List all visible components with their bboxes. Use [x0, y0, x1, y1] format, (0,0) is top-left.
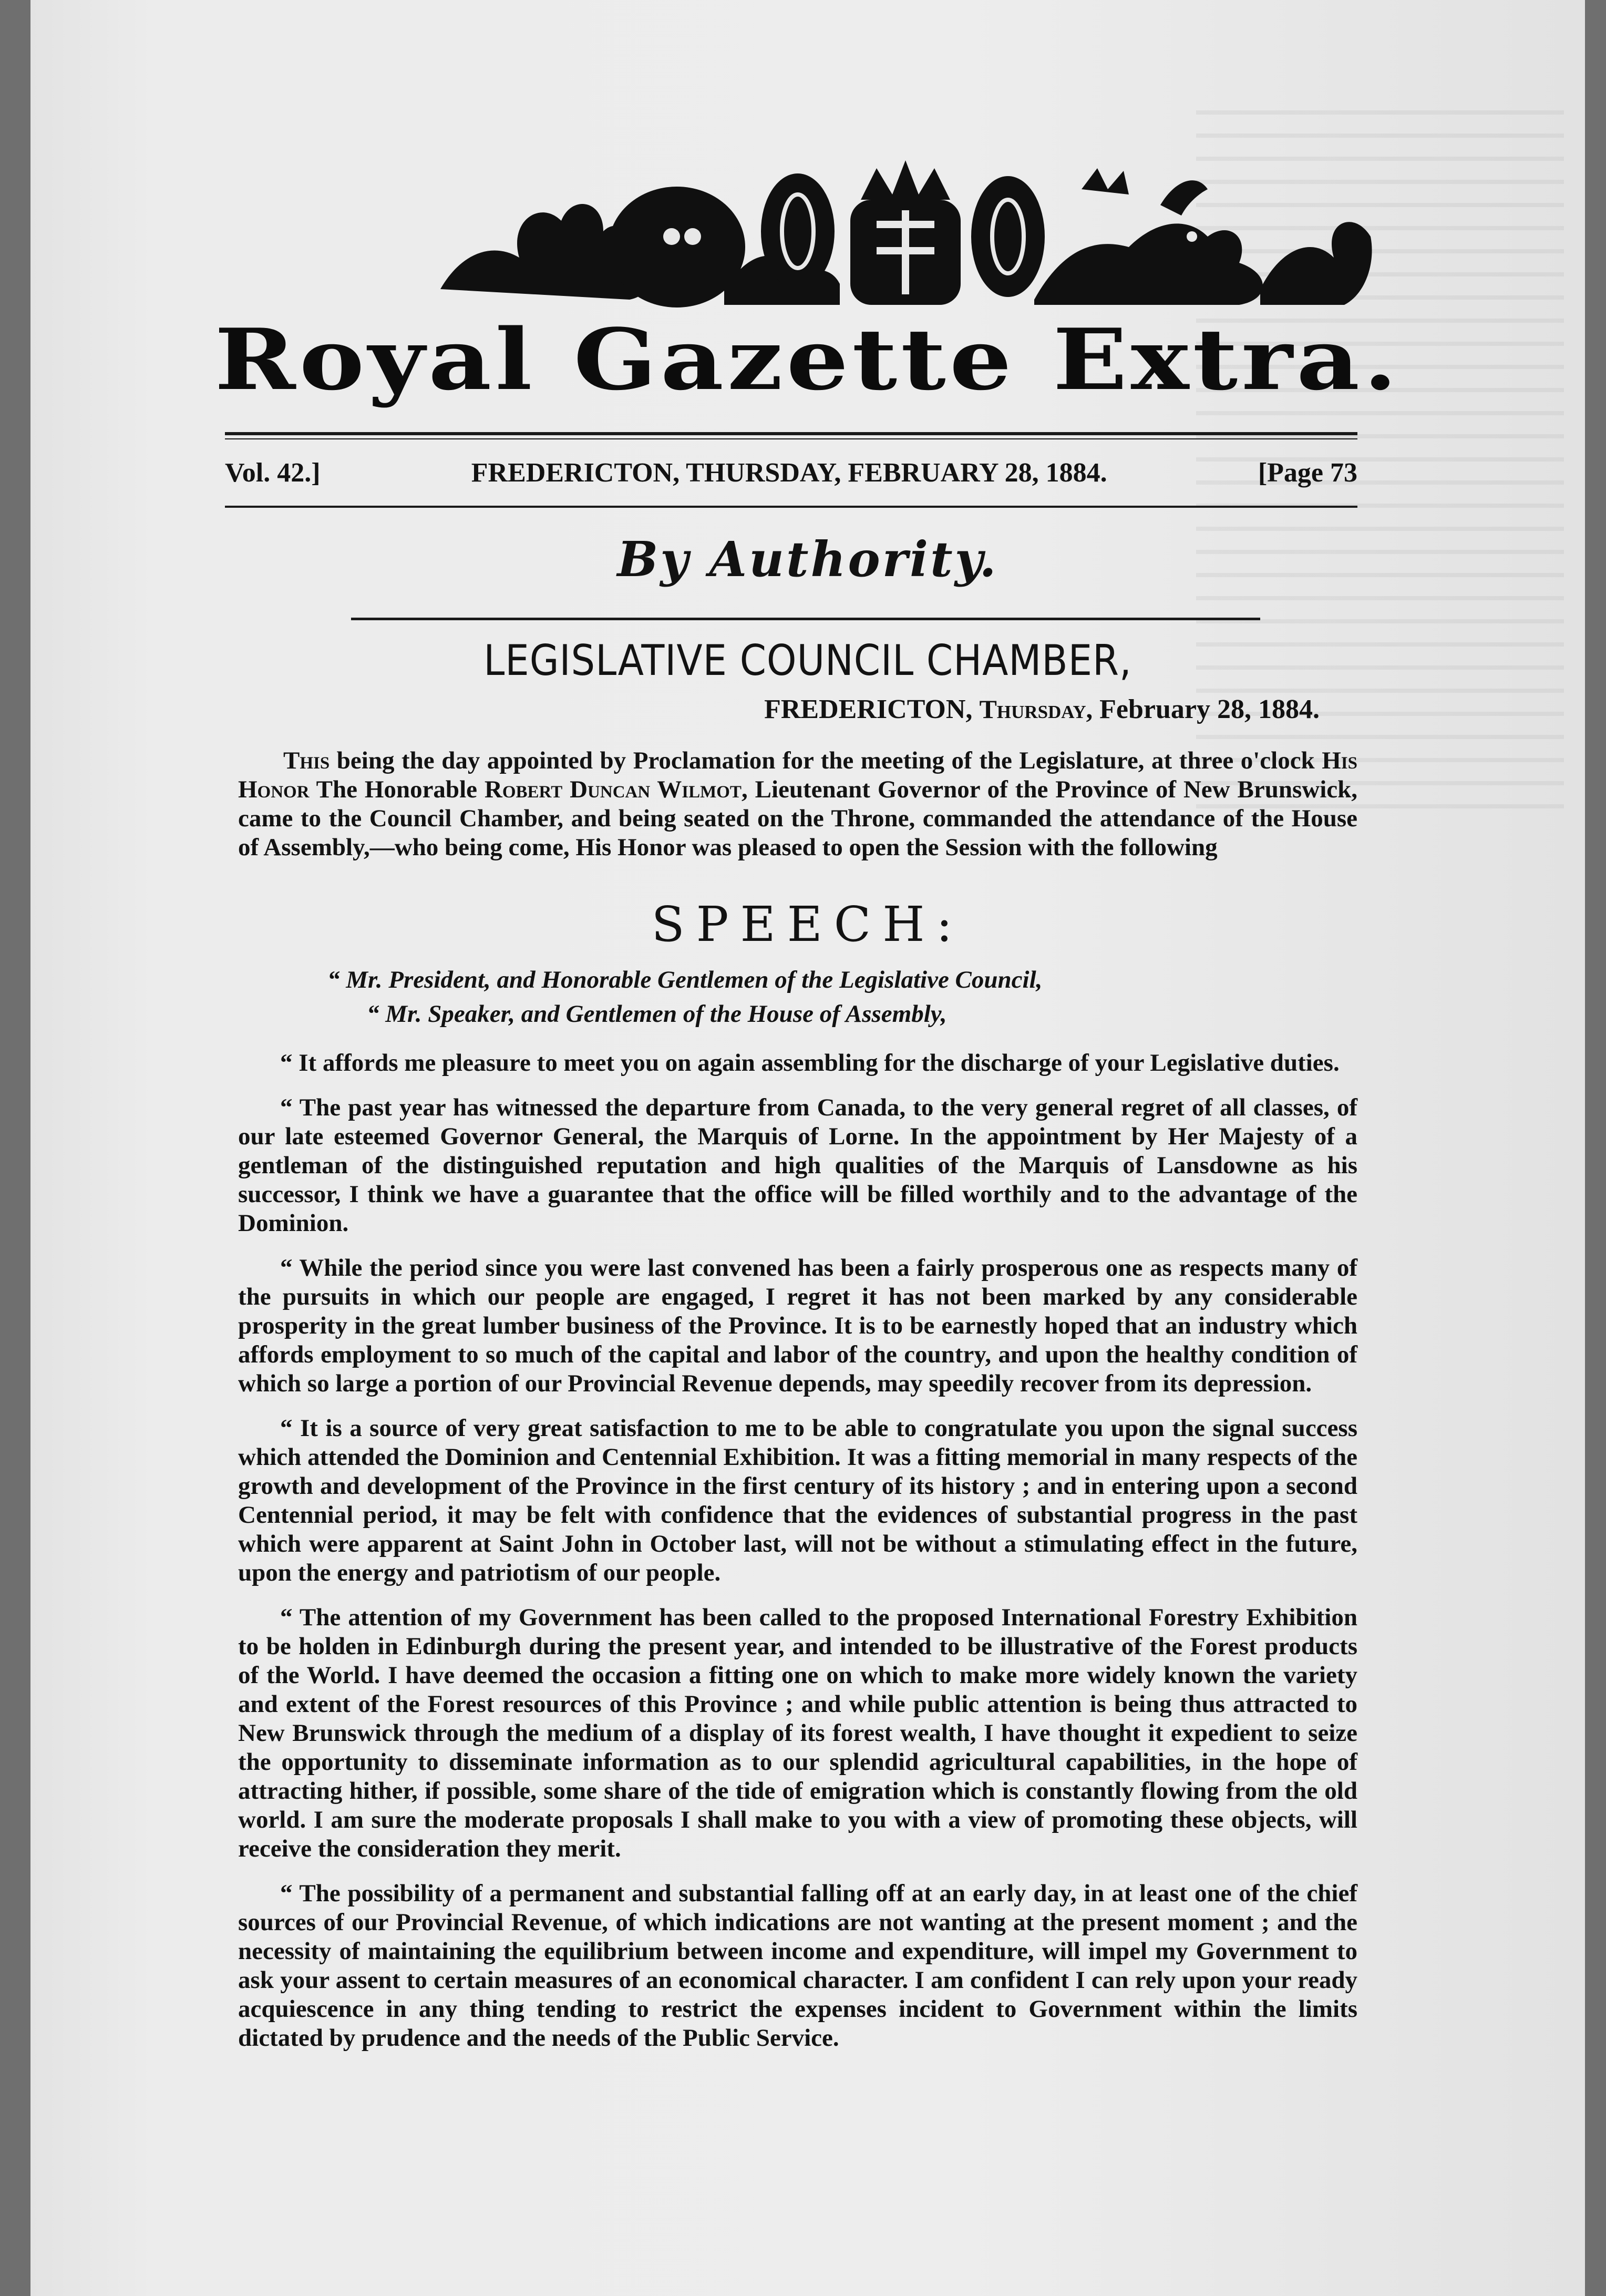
masthead-title: Royal Gazette Extra. — [214, 310, 1401, 409]
speech-paragraph: “ The attention of my Government has been called to the proposed International Forestry Exhibition to be holden in Edinburgh during the present year, and intended to be illustrative of the Forest products of the World. I have deemed the occasion a fitting one on which to make more widely known the variety and extent of the Forest resources of this Province ; and while public attention is being thus attracted to New Brunswick through the medium of a display of its forest wealth, I have thought it expedient to seize the opportunity to disseminate information as to our splendid agricultural capabilities, in the hope of attracting hither, if possible, some share of the tide of emigration which is constantly flowing from the old world. I am sure the moderate proposals I shall make to you with a view of promoting these objects, will receive the consideration they merit. — [238, 1604, 1357, 1862]
by-authority-heading: By Authority. — [617, 531, 998, 588]
dateline-rule — [225, 506, 1357, 508]
intro-lead: This — [283, 747, 330, 774]
speech-paragraph: “ It affords me pleasure to meet you on again assembling for the discharge of your Legislative duties. — [280, 1049, 1340, 1077]
authority-rule — [351, 618, 1260, 620]
chamber-date-place: FREDERICTON, — [764, 694, 973, 724]
intro-his-honor: His Honor — [238, 747, 1358, 803]
speech-paragraph: “ The possibility of a permanent and substantial falling off at an early day, in at least one of the chief sources of our Provincial Revenue, of which indications are not wanting at the present moment ; and the necessity of maintaining the equilibrium between income and expenditure, will impel my Government to ask your assent to certain measures of an economical character. I am confident I can rely upon your ready acquiescence in any thing tending to restrict the expenses incident to Government within the limits dictated by prudence and the needs of the Public Service. — [238, 1880, 1357, 2052]
intro-text-3: Lieutenant Governor of the Province of New Brunswick, came to the Council Chamber, and being seated on the Throne, commanded the attendance of the House of Assembly,—who being come, His Honor was pleased to open the Session with the following — [238, 776, 1358, 861]
gazette-page — [30, 0, 1585, 2296]
speech-body — [238, 1049, 1357, 2068]
volume-number: Vol. 42.] — [225, 458, 321, 488]
address-council: “ Mr. President, and Honorable Gentlemen of the Legislative Council, — [327, 966, 1043, 993]
intro-governor-name: Robert Duncan Wilmot, — [484, 776, 748, 803]
royal-coat-of-arms-icon — [430, 158, 1376, 315]
address-assembly: “ Mr. Speaker, and Gentlemen of the House of Assembly, — [367, 1000, 947, 1028]
issue-date: FREDERICTON, THURSDAY, FEBRUARY 28, 1884. — [471, 458, 1107, 488]
masthead-rule — [225, 432, 1357, 435]
chamber-date-rest: February 28, 1884. — [1099, 694, 1320, 724]
chamber-date-day: Thursday, — [979, 694, 1093, 724]
intro-text-1: being the day appointed by Proclamation for the meeting of the Legislature, at three o'clock — [336, 747, 1315, 774]
chamber-heading: LEGISLATIVE COUNCIL CHAMBER, — [483, 636, 1132, 685]
speech-heading: SPEECH: — [651, 896, 964, 952]
speech-paragraph: “ It is a source of very great satisfaction to me to be able to congratulate you upon the signal success which attended the Dominion and Centennial Exhibition. It was a fitting memorial in many respects of the growth and development of the Province in the first century of its history ; and in entering upon a second Centennial period, it may be felt with confidence that the evidences of substantial progress in the past which were apparent at Saint John in October last, will not be without a stimulating effect in the future, upon the energy and patriotism of our people. — [238, 1414, 1357, 1586]
masthead-rule-thin — [225, 438, 1357, 439]
speech-paragraph: “ The past year has witnessed the departure from Canada, to the very general regret of all classes, of our late esteemed Governor General, the Marquis of Lorne. In the appointment by Her Majesty of a gentleman of the distinguished reputation and high qualities of the Marquis of Lansdowne as his successor, I think we have a guarantee that the office will be filled worthily and to the advantage of the Dominion. — [238, 1094, 1357, 1237]
dateline — [225, 457, 1357, 488]
page-number: [Page 73 — [1258, 458, 1357, 488]
intro-text-2: The Honorable — [316, 776, 477, 803]
chamber-dateline — [764, 694, 1320, 725]
proclamation-intro — [238, 746, 1357, 862]
speech-paragraph: “ While the period since you were last convened has been a fairly prosperous one as respects many of the pursuits in which our people are engaged, I regret it has not been marked by any considerable prosperity in the great lumber business of the Province. It is to be earnestly hoped that an industry which affords employment to so much of the capital and labor of the country, and upon the healthy condition of which so large a portion of our Provincial Revenue depends, may speedily recover from its depression. — [238, 1254, 1357, 1397]
